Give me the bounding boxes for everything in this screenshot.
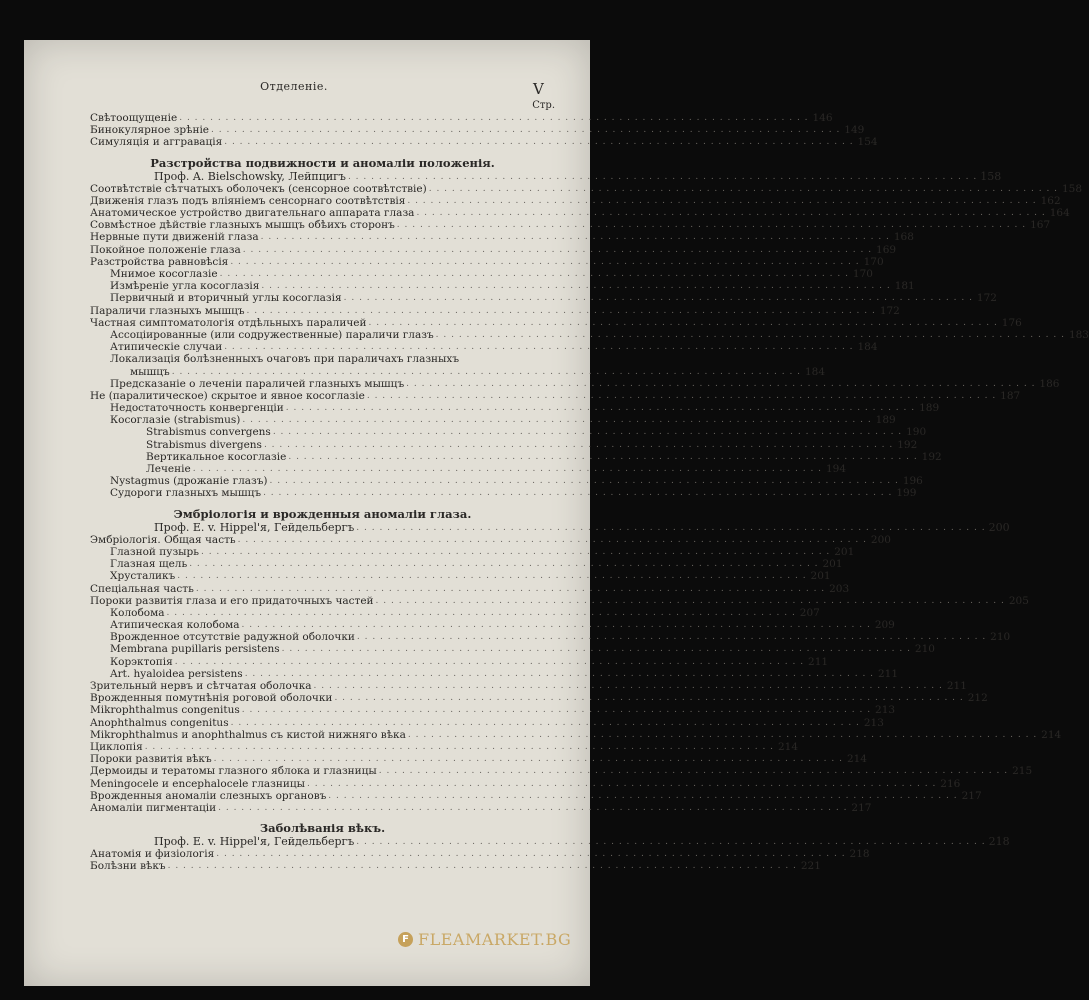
entry-page-number: 209	[874, 619, 895, 632]
entry-page-number: 158	[1062, 182, 1083, 195]
toc-entry	[90, 680, 967, 693]
dot-leader	[332, 692, 965, 704]
entry-title: Атипическіе случаи	[110, 341, 223, 354]
toc-entry	[90, 328, 1089, 341]
dot-leader	[240, 619, 873, 631]
toc-entry	[90, 219, 1051, 232]
toc-entry	[90, 533, 891, 546]
dot-leader	[170, 366, 803, 378]
entry-page-number: 213	[875, 704, 896, 717]
entry-page-number: 176	[1001, 316, 1022, 329]
section-heading: Эмбріологія и врожденныя аномаліи глаза.	[173, 506, 472, 521]
entry-page-number: 154	[857, 136, 878, 149]
toc-entry	[90, 463, 847, 476]
page-column-label: Стр.	[532, 100, 555, 111]
dot-leader	[259, 280, 892, 292]
dot-leader	[222, 341, 855, 353]
dot-leader	[214, 848, 847, 860]
toc-entry	[90, 377, 1060, 390]
dot-leader	[228, 256, 861, 268]
toc-entry	[90, 438, 918, 451]
toc-entry	[90, 365, 826, 378]
entry-title: Meningocele и encephalocele глазницы	[90, 777, 305, 790]
entry-page-number: 212	[967, 692, 988, 705]
entry-page-number: 162	[1040, 194, 1061, 207]
entry-title: Спеціальная часть	[90, 582, 194, 595]
watermark	[398, 930, 571, 949]
toc-entry	[90, 475, 923, 488]
entry-page-number: 207	[799, 606, 820, 619]
dot-leader	[354, 522, 987, 534]
dot-leader	[262, 439, 895, 451]
dot-leader	[365, 390, 998, 402]
entry-title: Свѣтоощущеніе	[90, 111, 178, 124]
entry-page-number: 164	[1049, 207, 1070, 220]
dot-leader	[229, 717, 862, 729]
toc-entry	[90, 692, 988, 705]
entry-title: Вертикальное косоглазіе	[146, 450, 287, 463]
entry-title: Врожденныя помутнѣнія роговой оболочки	[90, 692, 333, 705]
entry-page-number: 201	[810, 570, 831, 583]
dot-leader	[427, 183, 1060, 195]
entry-title: Соотвѣтствіе сѣтчатыхъ оболочекъ (сенсорное соотвѣтствіе)	[90, 182, 427, 195]
toc-entry	[90, 414, 896, 427]
entry-title: Проф. A. Bielschowsky, Лейпцигъ	[154, 169, 346, 183]
dot-leader	[271, 426, 904, 438]
header-title: Отделеніе.	[260, 80, 328, 93]
dot-leader	[187, 558, 820, 570]
entry-title: Мнимое косоглазіе	[110, 268, 218, 281]
book-page	[24, 40, 1089, 986]
dot-leader	[406, 729, 1039, 741]
entry-page-number: 217	[851, 801, 872, 814]
author-line	[90, 169, 1002, 183]
dot-leader	[177, 112, 810, 124]
author-line	[90, 520, 1010, 534]
watermark-text: FLEAMARKET.BG	[418, 930, 572, 949]
entry-title: Покойное положеніе глаза	[90, 243, 241, 256]
entry-title: Глазная щель	[110, 558, 188, 571]
dot-leader	[245, 305, 878, 317]
entry-page-number: 187	[1000, 389, 1021, 402]
entry-page-number: 201	[822, 558, 843, 571]
entry-page-number: 194	[825, 463, 847, 476]
entry-page-number: 211	[946, 680, 967, 693]
toc-entry	[90, 243, 897, 256]
entry-title: Совмѣстное дѣйствіе глазныхъ мышцъ обѣихъ сторонъ	[90, 219, 395, 232]
entry-title: Атипическая колобома	[110, 619, 240, 632]
entry-page-number: 190	[906, 426, 927, 439]
entry-page-number: 146	[812, 111, 833, 124]
entry-page-number: 216	[940, 777, 961, 790]
entry-page-number: 221	[800, 860, 821, 873]
entry-title: Корэктопія	[110, 655, 173, 668]
dot-leader	[326, 790, 959, 802]
entry-page-number: 214	[1041, 728, 1062, 741]
toc-entry	[90, 207, 1070, 220]
entry-page-number: 170	[863, 255, 884, 268]
dot-leader	[241, 244, 874, 256]
entry-title: Косоглазіе (strabismus)	[110, 414, 241, 427]
dot-leader	[199, 546, 832, 558]
section-heading: Разстройства подвижности и аномаліи положенія.	[150, 155, 495, 170]
entry-page-number: 214	[846, 753, 867, 766]
dot-leader	[194, 583, 827, 595]
toc-entry	[90, 111, 833, 124]
entry-title: Anophthalmus congenitus	[90, 716, 229, 729]
entry-title: Пороки развитія вѣкъ	[90, 753, 212, 766]
entry-title: Судороги глазныхъ мышцъ	[110, 487, 262, 500]
entry-title: Бинокулярное зрѣніе	[90, 124, 210, 137]
dot-leader	[236, 534, 869, 546]
entry-title: Колобома	[110, 606, 165, 619]
entry-page-number: 184	[805, 365, 826, 378]
dot-leader	[395, 219, 1028, 231]
dot-leader	[286, 451, 919, 463]
toc-entry	[90, 716, 884, 729]
toc-entry	[90, 136, 878, 149]
entry-page-number: 168	[893, 231, 914, 244]
toc-entry	[90, 848, 870, 861]
dot-leader	[312, 680, 945, 692]
entry-title: Пороки развитія глаза и его придаточныхъ частей	[90, 594, 374, 607]
toc-entry	[90, 594, 1029, 607]
entry-page-number: 189	[919, 402, 940, 415]
dot-leader	[175, 570, 808, 582]
toc-entry	[90, 304, 900, 317]
dot-leader	[191, 463, 824, 475]
entry-page-number: 201	[834, 545, 855, 558]
toc-entry	[90, 860, 821, 873]
toc-entry	[90, 231, 914, 244]
dot-leader	[240, 704, 873, 716]
entry-page-number: 189	[875, 414, 896, 427]
entry-title: Нервные пути движеній глаза	[90, 231, 259, 244]
entry-title: Nystagmus (дрожаніе глазъ)	[110, 475, 268, 488]
toc-entry	[90, 268, 873, 281]
toc-entry	[90, 292, 997, 305]
toc-entry	[90, 402, 940, 415]
entry-page-number: 196	[902, 475, 923, 488]
dot-leader	[284, 402, 917, 414]
dot-leader	[173, 656, 806, 668]
section-heading: Заболѣванія вѣкъ.	[259, 821, 386, 836]
entry-title: Локализація болѣзненныхъ очаговъ при параличахъ глазныхъ	[110, 353, 460, 366]
entry-title: Strabismus convergens	[146, 426, 271, 439]
toc-entry	[90, 570, 831, 583]
dot-leader	[143, 741, 776, 753]
toc-entry	[90, 753, 867, 766]
entry-title: Болѣзни вѣкъ	[90, 860, 166, 873]
entry-page-number: 169	[876, 243, 897, 256]
entry-page-number: 181	[894, 280, 915, 293]
dot-leader	[216, 802, 849, 814]
entry-page-number: 200	[988, 520, 1010, 534]
toc-entry	[90, 545, 855, 558]
toc-entry	[90, 728, 1062, 741]
entry-page-number: 205	[1008, 594, 1029, 607]
fleamarket-logo-icon: F	[398, 932, 413, 947]
dot-leader	[404, 378, 1037, 390]
entry-page-number: 200	[870, 533, 891, 546]
toc-entry	[90, 667, 899, 680]
entry-page-number: 172	[976, 292, 997, 305]
toc-entry	[90, 704, 896, 717]
dot-leader	[405, 195, 1038, 207]
toc-entry	[90, 606, 820, 619]
dot-leader	[261, 487, 894, 499]
toc-entry	[90, 450, 942, 463]
dot-leader	[354, 836, 987, 848]
entry-title: Анатомическое устройство двигательнаго аппарата глаза	[90, 207, 415, 220]
dot-leader	[355, 631, 988, 643]
toc-entry	[90, 619, 895, 632]
entry-page-number: 192	[897, 438, 918, 451]
entry-page-number: 218	[988, 835, 1010, 849]
dot-leader	[259, 231, 892, 243]
dot-leader	[342, 292, 975, 304]
entry-title: Леченіе	[146, 463, 191, 476]
toc-entry	[90, 765, 1033, 778]
dot-leader	[268, 475, 901, 487]
entry-title: Предсказаніе о леченіи параличей глазныхъ мышцъ	[110, 377, 405, 390]
entry-title: Mikrophthalmus congenitus	[90, 704, 240, 717]
toc-entry	[90, 353, 555, 365]
toc-entry	[90, 740, 799, 753]
toc-entry	[90, 124, 865, 137]
header-page-number: V	[533, 80, 544, 98]
entry-title: Хрусталикъ	[110, 570, 176, 583]
entry-title: мышцъ	[130, 365, 170, 378]
entry-title: Разстройства равновѣсія	[90, 255, 229, 268]
toc-entry	[90, 487, 917, 500]
dot-leader	[377, 765, 1010, 777]
entry-page-number: 172	[879, 304, 900, 317]
entry-page-number: 217	[961, 789, 982, 802]
dot-leader	[166, 860, 799, 872]
toc-entry	[90, 255, 884, 268]
dot-leader	[165, 607, 798, 619]
entry-page-number: 192	[921, 450, 942, 463]
entry-page-number: 199	[896, 487, 917, 500]
entry-title: Mikrophthalmus и anophthalmus съ кистой нижняго вѣка	[90, 728, 406, 741]
entry-page-number: 211	[808, 655, 829, 668]
entry-title: Зрительный нервъ и сѣтчатая оболочка	[90, 680, 312, 693]
entry-title: Art. hyaloidea persistens	[110, 667, 243, 680]
entry-title: Эмбріологія. Общая часть	[90, 533, 236, 546]
author-line	[90, 835, 1010, 849]
entry-title: Врожденное отсутствіе радужной оболочки	[110, 631, 355, 644]
toc-entry	[90, 789, 982, 802]
entry-page-number: 218	[849, 848, 870, 861]
toc-entry	[90, 643, 935, 656]
toc-entry	[90, 631, 1011, 644]
dot-leader	[367, 317, 1000, 329]
entry-title: Циклопія	[90, 740, 143, 753]
dot-leader	[305, 778, 938, 790]
entry-title: Membrana pupillaris persistens	[110, 643, 280, 656]
entry-title: Аномаліи пигментаціи	[90, 801, 217, 814]
dot-leader	[240, 414, 873, 426]
entry-title: Дермоиды и тератомы глазного яблока и глазницы	[90, 765, 377, 778]
entry-title: Измѣреніе угла косоглазія	[110, 280, 260, 293]
entry-title: Движенія глазъ подъ вліяніемъ сенсорнаго соотвѣтствія	[90, 194, 406, 207]
entry-page-number: 215	[1012, 765, 1033, 778]
toc-entry	[90, 194, 1061, 207]
entry-page-number: 158	[980, 169, 1002, 183]
entry-title: Частная симптоматологія отдѣльныхъ параличей	[90, 316, 367, 329]
toc-entry	[90, 389, 1021, 402]
entry-title: Врожденныя аномаліи слезныхъ органовъ	[90, 789, 327, 802]
entry-title: Симуляція и аггравація	[90, 136, 223, 149]
table-of-contents	[90, 100, 1089, 873]
entry-title: Ассоціированные (или содружественные) параличи глазъ	[110, 328, 434, 341]
entry-page-number: 210	[990, 631, 1011, 644]
dot-leader	[209, 124, 842, 136]
entry-page-number: 186	[1039, 377, 1060, 390]
dot-leader	[434, 329, 1067, 341]
entry-title: Strabismus divergens	[146, 438, 262, 451]
toc-entry	[90, 280, 915, 293]
entry-page-number: 213	[863, 716, 884, 729]
toc-entry	[90, 182, 1083, 195]
toc-entry	[90, 316, 1022, 329]
dot-leader	[243, 668, 876, 680]
entry-page-number: 149	[844, 124, 865, 137]
entry-title: Первичный и вторичный углы косоглазія	[110, 292, 342, 305]
dot-leader	[212, 753, 845, 765]
entry-page-number: 210	[914, 643, 935, 656]
entry-title: Глазной пузырь	[110, 545, 199, 558]
entry-title: Не (паралитическое) скрытое и явное косоглазіе	[90, 389, 365, 402]
entry-page-number: 214	[777, 740, 799, 753]
entry-page-number: 203	[829, 582, 850, 595]
entry-page-number: 167	[1030, 219, 1051, 232]
dot-leader	[222, 136, 855, 148]
toc-entry	[90, 582, 850, 595]
dot-leader	[346, 171, 979, 183]
toc-entry	[90, 558, 843, 571]
entry-title: Недостаточность конвергенціи	[110, 402, 284, 415]
entry-title: Параличи глазныхъ мышцъ	[90, 304, 245, 317]
entry-page-number: 183	[1068, 328, 1089, 341]
entry-page-number: 211	[877, 667, 899, 680]
toc-entry	[90, 777, 961, 790]
dot-leader	[280, 643, 913, 655]
entry-title: Проф. E. v. Hippel'я, Гейдельбергъ	[154, 520, 355, 534]
entry-title: Проф. E. v. Hippel'я, Гейдельбергъ	[154, 835, 355, 849]
dot-leader	[374, 595, 1007, 607]
toc-entry	[90, 801, 872, 814]
entry-page-number: 170	[852, 268, 873, 281]
entry-title: Анатомія и физіологія	[90, 848, 215, 861]
dot-leader	[218, 268, 851, 280]
toc-entry	[90, 426, 927, 439]
toc-entry	[90, 655, 829, 668]
entry-page-number: 184	[857, 341, 878, 354]
toc-entry	[90, 341, 878, 354]
dot-leader	[414, 207, 1047, 219]
